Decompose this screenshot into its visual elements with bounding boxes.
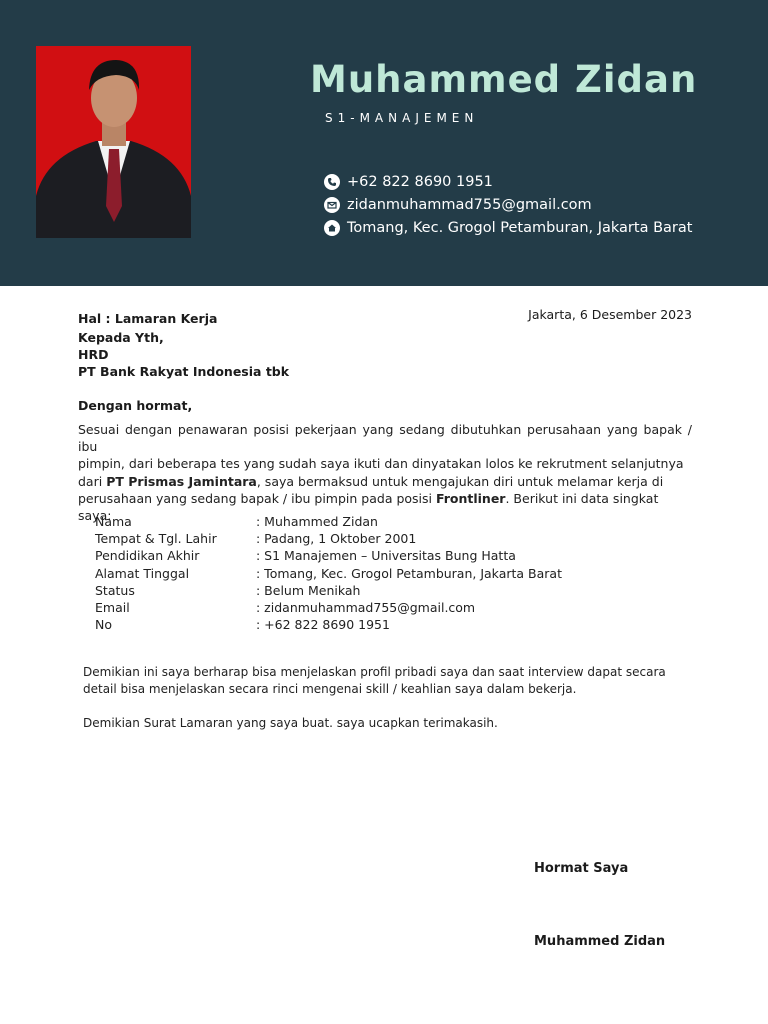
intro-line: Sesuai dengan penawaran posisi pekerjaan yang sedang dibutuhkan perusahaan yang bapak / ibu [78,422,692,455]
contact-email [324,195,592,215]
detail-value: : S1 Manajemen – Universitas Bung Hatta [256,548,516,564]
letter-date: Jakarta, 6 Desember 2023 [528,307,692,322]
detail-value: : Tomang, Kec. Grogol Petamburan, Jakarta Barat [256,565,562,581]
mail-icon [324,197,340,213]
detail-value: : Muhammed Zidan [256,514,378,529]
signoff: Hormat Saya [534,861,629,876]
detail-value: : zidanmuhammad755@gmail.com [256,599,476,615]
detail-label: Email [95,599,130,615]
greeting: Dengan hormat, [78,398,193,413]
intro-line: pimpin, dari beberapa tes yang sudah saya ikuti dan dinyatakan lolos ke rekrutment selanjutnya [78,456,684,472]
candidate-name: Muhammed Zidan [310,58,698,101]
detail-label: Status [95,582,135,598]
home-address: Tomang, Kec. Grogol Petamburan, Jakarta Barat [347,220,693,236]
home-icon [324,220,340,236]
applied-position: Frontliner [436,490,506,506]
intro-line: dari PT Prismas Jamintara, saya bermaksud untuk mengajukan diri untuk melamar kerja di [78,473,664,489]
closing-line: Demikian ini saya berharap bisa menjelaskan profil pribadi saya dan saat interview dapat secara [83,665,666,679]
contact-address [324,218,692,238]
detail-label: No [95,617,112,633]
header-banner [0,0,768,286]
previous-company: PT Prismas Jamintara [106,473,257,489]
intro-paragraph [78,421,692,524]
recipient-line: HRD [78,347,109,362]
recipient-line: Kepada Yth, [78,330,164,345]
contact-phone [324,172,493,192]
detail-label: Tempat & Tgl. Lahir [95,531,217,547]
detail-label: Nama [95,514,132,529]
profile-photo [36,46,191,238]
closing-line: detail bisa menjelaskan secara rinci mengenai skill / keahlian saya dalam bekerja. [83,682,577,696]
detail-value: : Padang, 1 Oktober 2001 [256,531,417,547]
intro-line: perusahaan yang sedang bapak / ibu pimpin pada posisi Frontliner. Berikut ini data singkat saya: [78,490,659,524]
phone-icon [324,174,340,190]
closing-paragraph [83,664,666,698]
detail-value: : +62 822 8690 1951 [256,617,390,633]
thanks-line: Demikian Surat Lamaran yang saya buat. saya ucapkan terimakasih. [83,716,498,730]
detail-label: Pendidikan Akhir [95,548,200,564]
detail-label: Alamat Tinggal [95,565,190,581]
letter-subject: Hal : Lamaran Kerja [78,311,218,326]
degree-title: S1-MANAJEMEN [325,111,479,125]
detail-value: : Belum Menikah [256,582,361,598]
recipient-line: PT Bank Rakyat Indonesia tbk [78,364,290,379]
email-address: zidanmuhammad755@gmail.com [347,197,592,213]
signature-name: Muhammed Zidan [534,934,666,949]
phone-number: +62 822 8690 1951 [347,174,493,190]
